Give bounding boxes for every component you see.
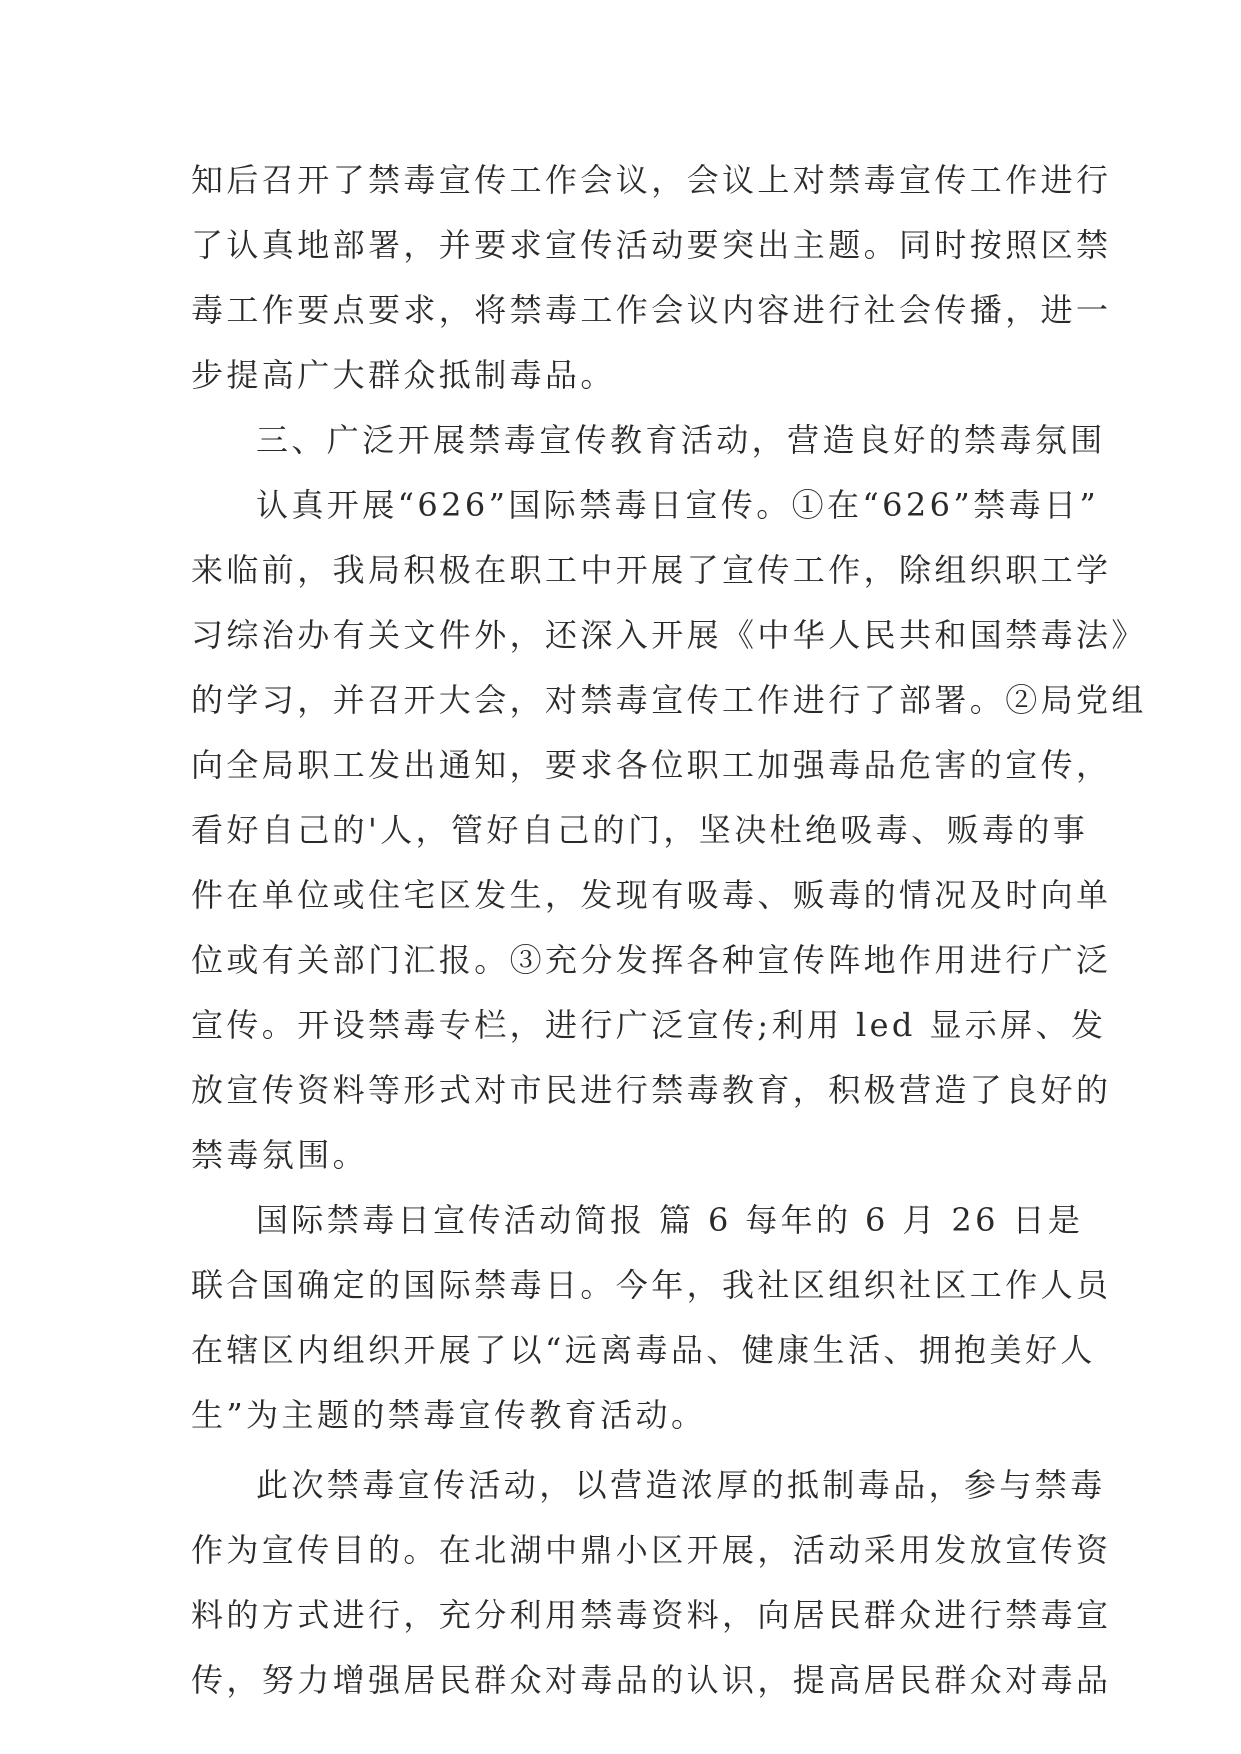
text-line: 传，努力增强居民群众对毒品的认识，提高居民群众对毒品 — [191, 1661, 1112, 1699]
text-line: 宣传。开设禁毒专栏，进行广泛宣传;利用 led 显示屏、发 — [191, 1006, 1107, 1044]
text-line: 在辖区内组织开展了以“远离毒品、健康生活、拥抱美好人 — [191, 1331, 1096, 1369]
text-line: 位或有关部门汇报。③充分发挥各种宣传阵地作用进行广泛 — [191, 941, 1112, 979]
text-line: 联合国确定的国际禁毒日。今年，我社区组织社区工作人员 — [191, 1266, 1112, 1304]
text-line: 放宣传资料等形式对市民进行禁毒教育，积极营造了良好的 — [191, 1071, 1112, 1109]
text-line: 的学习，并召开大会，对禁毒宣传工作进行了部署。②局党组 — [191, 681, 1147, 719]
text-line: 习综治办有关文件外，还深入开展《中华人民共和国禁毒法》 — [191, 616, 1147, 654]
text-line: 禁毒氛围。 — [191, 1136, 369, 1174]
text-line: 知后召开了禁毒宣传工作会议，会议上对禁毒宣传工作进行 — [191, 161, 1112, 199]
text-line: 料的方式进行，充分利用禁毒资料，向居民群众进行禁毒宣 — [191, 1596, 1112, 1634]
section-heading: 三、广泛开展禁毒宣传教育活动，营造良好的禁毒氛围 — [256, 421, 1106, 459]
text-line: 此次禁毒宣传活动，以营造浓厚的抵制毒品，参与禁毒 — [256, 1466, 1106, 1504]
text-line: 作为宣传目的。在北湖中鼎小区开展，活动采用发放宣传资 — [191, 1531, 1112, 1569]
text-line: 毒工作要点要求，将禁毒工作会议内容进行社会传播，进一 — [191, 291, 1112, 329]
text-line: 看好自己的'人，管好自己的门，坚决杜绝吸毒、贩毒的事 — [191, 811, 1089, 849]
text-line: 生”为主题的禁毒宣传教育活动。 — [191, 1396, 707, 1434]
text-line: 了认真地部署，并要求宣传活动要突出主题。同时按照区禁 — [191, 226, 1112, 264]
article-heading-line: 国际禁毒日宣传活动简报 篇 6 每年的 6 月 26 日是 — [256, 1201, 1084, 1239]
text-line: 来临前，我局积极在职工中开展了宣传工作，除组织职工学 — [191, 551, 1112, 589]
text-line: 件在单位或住宅区发生，发现有吸毒、贩毒的情况及时向单 — [191, 876, 1112, 914]
text-line: 步提高广大群众抵制毒品。 — [191, 356, 616, 394]
text-line: 向全局职工发出通知，要求各位职工加强毒品危害的宣传， — [191, 746, 1112, 784]
text-line: 认真开展“626”国际禁毒日宣传。①在“626”禁毒日” — [256, 486, 1100, 524]
